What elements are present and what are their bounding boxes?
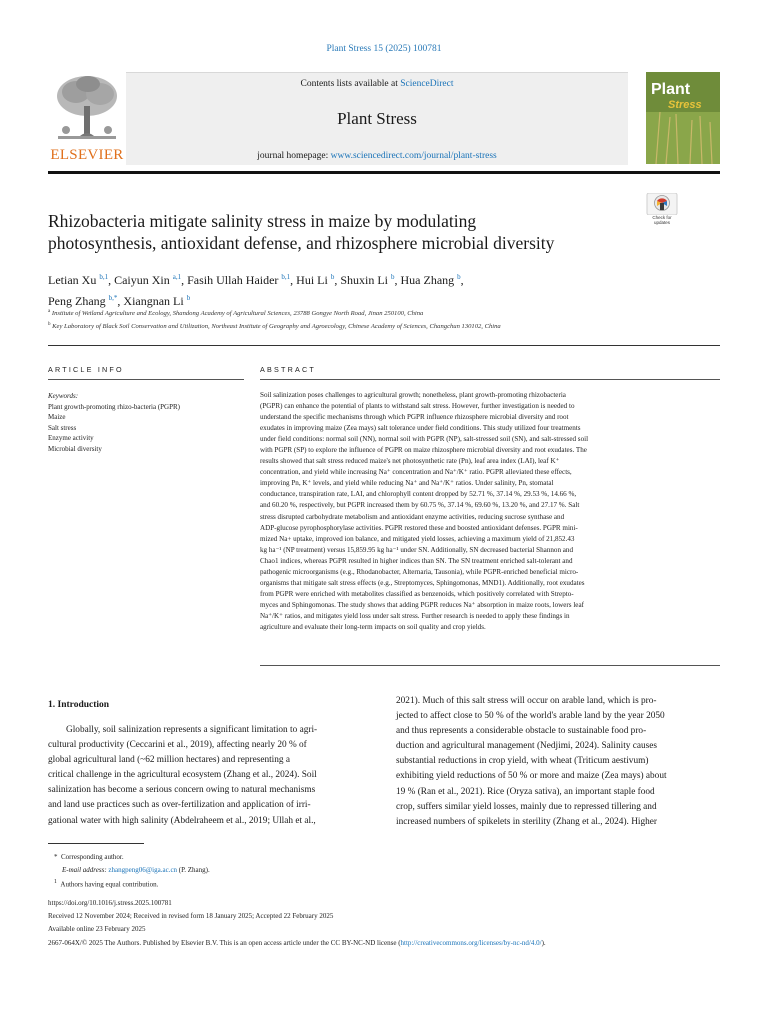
abstract-line: exudates in improving maize (Zea mays) salt tolerance under field conditions. This study utilized four treatments [260,424,581,433]
abstract-line: improving Pn, K⁺ levels, and yield while reducing Na⁺ and Na⁺/K⁺ ratios. Under salinity, Pn, stomatal [260,479,554,488]
section-divider [48,345,720,346]
keyword-item: Salt stress [48,423,77,432]
author-sup[interactable]: a,1 [172,273,182,281]
footnote-marker-1: 1 [54,879,57,885]
elsevier-logo[interactable] [48,72,126,164]
affiliation-b [48,322,708,330]
journal-homepage-link[interactable]: www.sciencedirect.com/journal/plant-stress [330,151,497,161]
intro-right-column [396,694,720,830]
author-sup[interactable]: b,1 [99,273,109,281]
author-name[interactable]: Xiangnan Li [123,294,184,308]
author-sup[interactable]: b [457,273,461,281]
affiliation-sup: b [48,322,51,327]
intro-line: Globally, soil salinization represents a significant limitation to agri- [66,725,318,735]
intro-line: exhibiting yield reductions of 50 % or more and maize (Zea mays) about [396,771,667,782]
abstract-line: under field conditions: normal soil (NN), normal soil with PGPR (NP), salt-stressed soil (SN), and salt-stressed soil [260,435,589,444]
intro-line: increased numbers of spikelets in sterility (Zhang et al., 2024). Higher [396,816,658,827]
author-list: Letian Xu $^{b,1}$, Caiyun Xin $^{a,1}$, Fasih Ullah Haider $^{b,1}$, Hui Li $^b$, Shuxin Li $^b$, Hua Zhang $^b$, Peng Zhang $^{b,*}$, Xiangnan Li $^b$ [48,273,464,308]
author-name[interactable]: Peng Zhang [48,294,106,308]
crossmark-icon [646,193,678,215]
intro-line: and land use practices such as over-fertilization and application of irri- [48,800,311,811]
intro-line: 19 % (Ran et al., 2021). Rice (Oryza sativa), an important staple food [396,786,655,797]
author-name[interactable]: Shuxin Li [340,273,389,287]
author-sup[interactable]: b [330,273,335,281]
abstract-line: agriculture and evaluate their long-term impacts on soil quality and crop yields. [260,622,486,631]
corresponding-text: Corresponding author. [61,853,124,861]
author-name[interactable]: Fasih Ullah Haider [187,273,279,287]
abstract-line: myces and Sphingomonas. The study shows that adding PGPR reduces Na⁺ absorption in maize roots, lowers leaf [260,600,584,609]
abstract-line: concentration, and yield while increasing Na⁺ concentration and Na⁺/K⁺ ratio. PGPR alleviated these effects, [260,468,572,477]
author-name[interactable]: Letian Xu [48,273,97,287]
intro-line: 2021). Much of this salt stress will occur on arable land, which is pro- [396,696,657,706]
abstract-line: organisms that mitigate salt stress effects (e.g., Streptomyces, Sphingomonas, MND1). Additionally, root exudates [260,578,585,587]
affiliation-a [48,309,708,317]
article-title-line-2: photosynthesis, antioxidant defense, and rhizosphere microbial diversity [48,233,555,253]
author-name[interactable]: Hua Zhang [400,273,455,287]
crossmark-label-1: Check for [652,215,672,220]
contents-prefix: Contents lists available at [300,79,401,89]
abstract-line: results showed that salt stress reduced maize's net photosynthetic rate (Pn), leaf area index (LAI), leaf K⁺ [260,457,560,466]
sciencedirect-link[interactable]: ScienceDirect [400,79,454,89]
journal-cover-image[interactable] [646,72,720,164]
abstract-rule [260,379,720,380]
journal-citation-line[interactable]: Plant Stress 15 (2025) 100781 [326,44,442,54]
footnote-rule [48,843,144,844]
available-online: Available online 23 February 2025 [48,925,146,933]
intro-left-column [48,723,372,829]
keyword-item: Plant growth-promoting rhizo-bacteria (PGPR) [48,402,181,411]
intro-line: and thus represents a considerable obstacle to sustainable food pro- [396,726,647,737]
check-for-updates-badge[interactable] [646,193,678,227]
footnote-email [62,866,734,874]
email-suffix: (P. Zhang). [177,866,210,874]
abstract-line: conductance, transpiration rate, LAI, and chlorophyll content dropped by 52.71 %, 37.14 %, 29.53 %, 14.66 %, [260,490,577,499]
abstract-end-rule [260,665,720,666]
author-sup[interactable]: b [391,273,395,281]
abstract-line: Soil salinization poses challenges to agricultural growth; nonetheless, plant growth-promoting rhizobacteria [260,391,566,399]
abstract-line: pathogenic microorganisms (e.g., Rhodanobacter, Alternaria, Tausonia), while PGPR-enriched beneficial micro- [260,567,579,576]
article-title-line-1: Rhizobacteria mitigate salinity stress in maize by modulating [48,211,477,231]
cover-art [646,72,720,164]
abstract-line: mized Na+ uptake, improved ion balance, and mitigated yield losses, achieving a maximum yield of 21,852.43 [260,534,575,543]
homepage-line [126,151,628,161]
asterisk-marker: * [54,853,61,861]
abstract-body [260,390,720,633]
homepage-prefix: journal homepage: [257,151,331,161]
affiliation-text: Institute of Wetland Agriculture and Ecology, Shandong Academy of Agricultural Sciences, 23788 Gongye North Road, Jinan 250100, China [51,310,424,318]
license-link[interactable]: http://creativecommons.org/licenses/by-nc-nd/4.0/ [400,939,542,947]
article-info-heading: ARTICLE INFO [48,365,124,374]
intro-line: jected to affect close to 50 % of the world's arable land by the year 2050 [396,711,665,722]
introduction-heading: 1. Introduction [48,700,110,710]
abstract-line: Chao1 indices, whereas PGPR resulted in higher indices than SN. The SN treatment enriched salt-tolerant and [260,556,573,565]
elsevier-tree-icon [48,72,126,148]
article-info-rule [48,379,244,380]
license-prefix: 2667-064X/© 2025 The Authors. Published by Elsevier B.V. This is an open access article under the CC BY-NC-ND license ( [48,939,401,947]
abstract-line: (PGPR) can enhance the potential of plants to withstand salt stress. However, further investigation is needed to [260,402,575,411]
keywords-label: Keywords: [48,392,79,400]
abstract-line: from PGPR were enriched with metabolites classified as benzenoids, which positively correlated with Strepto- [260,589,574,598]
crossmark-label-2: updates [653,220,670,225]
abstract-line: Na⁺/K⁺ ratios, and mitigates yield loss under salt stress. Further research is needed to apply these findings in [260,611,570,620]
intro-line: salinization has become a serious concern owing to natural mechanisms [48,785,316,796]
license-statement [48,938,720,949]
abstract-line: with PGPR (SP) to explore the influence of PGPR on maize rhizosphere microbial diversity and root exudates. The [260,446,587,455]
cover-title-2: Stress [668,99,702,111]
email-link[interactable]: zhangpeng06@iga.ac.cn [108,866,178,874]
crossmark-label [646,215,678,225]
abstract-line: stress disrupted carbohydrate metabolism and antioxidant enzyme activities, reducing sucrose synthase and [260,512,565,521]
received-dates: Received 12 November 2024; Received in revised form 18 January 2025; Accepted 22 February 2025 [48,912,334,920]
journal-header-band [126,72,628,165]
affiliation-text: Key Laboratory of Black Soil Conservation and Utilization, Northeast Institute of Geography and Agroecology, Chinese Academy of Sciences, Changchun 130102, China [52,323,501,331]
abstract-line: understand the specific mechanisms through which PGPR influence rhizosphere microbial diversity and root [260,413,569,422]
intro-line: gational water with high salinity (Abdelraheem et al., 2019; Ullah et al., [48,815,316,826]
affiliation-sup: a [48,309,51,314]
intro-line: critical challenge in the agricultural ecosystem (Zhang et al., 2024). Soil [48,770,317,781]
license-suffix: ). [541,939,546,947]
article-title [48,210,628,254]
author-name[interactable]: Hui Li [296,273,328,287]
abstract-line: and 60.20 %, respectively, but PGPR increased them by 60.75 %, 37.14 %, 69.60 %, 13.20 %, and 27.17 %. Salt [260,501,580,510]
elsevier-wordmark: ELSEVIER [50,147,124,163]
abstract-heading: ABSTRACT [260,365,316,374]
journal-title: Plant Stress [337,109,417,128]
doi-link[interactable]: https://doi.org/10.1016/j.stress.2025.100781 [48,899,172,907]
footnote-equal [54,879,726,888]
cover-title: Plant [651,81,691,98]
intro-line: substantial reductions in crop yield, with wheat (Triticum aestivum) [396,756,649,767]
intro-line: global agricultural land (~62 million hectares) and representing a [48,755,291,766]
footnote-corresponding [54,853,726,861]
keywords-block [48,391,248,455]
author-name[interactable]: Caiyun Xin [114,273,170,287]
author-sup[interactable]: b [186,294,191,302]
intro-line: cultural productivity (Ceccarini et al., 2019), affecting nearly 20 % of [48,740,307,751]
contents-line [126,79,628,89]
author-sup[interactable]: b,* [108,294,118,302]
abstract-line: ADP-glucose pyrophosphorylase activities. PGPR restored these and boosted antioxidant defenses. PGPR mini- [260,523,578,532]
intro-line: crop, suffers similar yield losses, mainly due to repressed tillering and [396,801,657,812]
email-label: E-mail address: [62,866,109,874]
intro-line: duction and agricultural management (Nedjimi, 2024). Salinity causes [396,741,658,752]
author-sup[interactable]: b,1 [281,273,291,281]
abstract-line: kg ha⁻¹ (NP treatment) versus 15,859.95 kg ha⁻¹ under SN. Additionally, SN decreased bacterial Shannon and [260,545,574,554]
header-divider [48,171,720,174]
keyword-item: Maize [48,413,66,422]
keyword-item: Enzyme activity [48,434,94,443]
equal-contribution-text: Authors having equal contribution. [60,880,159,889]
keyword-item: Microbial diversity [48,444,102,453]
